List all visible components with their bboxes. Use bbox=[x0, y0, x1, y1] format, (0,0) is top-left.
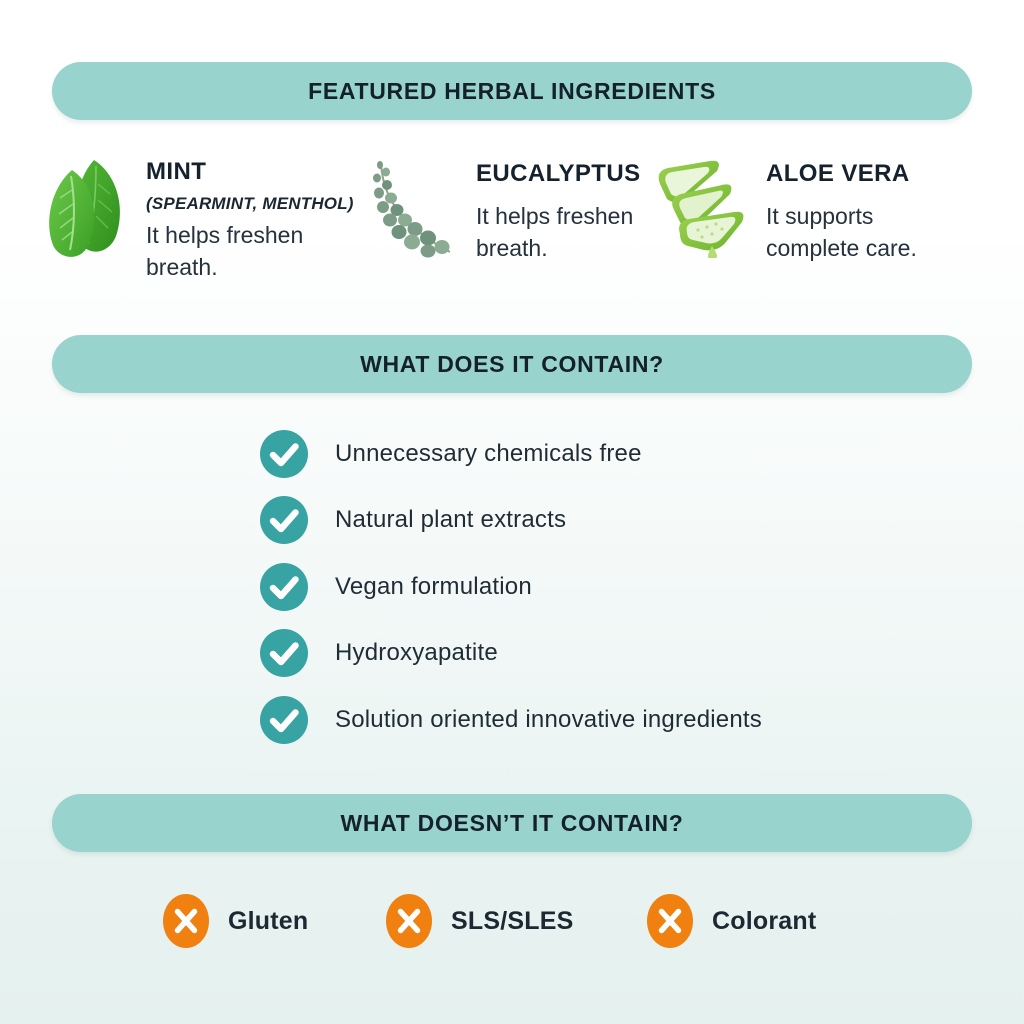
not-contains-title: WHAT DOESN’T IT CONTAIN? bbox=[340, 809, 684, 836]
not-contains-item bbox=[386, 894, 573, 948]
not-contains-item-label: Colorant bbox=[712, 906, 817, 935]
check-circle-icon bbox=[260, 563, 308, 611]
ingredient-name: EUCALYPTUS bbox=[476, 160, 641, 187]
check-circle-icon bbox=[260, 496, 308, 544]
not-contains-item bbox=[647, 894, 816, 948]
x-circle-icon bbox=[163, 894, 209, 948]
contains-title: WHAT DOES IT CONTAIN? bbox=[360, 350, 664, 377]
ingredient-mint-text bbox=[146, 156, 354, 283]
mint-leaves-icon bbox=[38, 156, 132, 262]
contains-item-label: Natural plant extracts bbox=[335, 506, 567, 533]
ingredient-eucalyptus-text bbox=[476, 158, 661, 264]
contains-item-label: Vegan formulation bbox=[335, 573, 532, 600]
ingredient-name: MINT bbox=[146, 158, 207, 185]
ingredient-description: It helps freshen breath. bbox=[146, 222, 304, 280]
ingredient-description: It helps freshen breath. bbox=[476, 203, 634, 261]
not-contains-item-label: SLS/SLES bbox=[451, 906, 574, 935]
ingredient-aloe-text bbox=[766, 158, 941, 264]
contains-item-label: Unnecessary chemicals free bbox=[335, 440, 642, 467]
check-circle-icon bbox=[260, 430, 308, 478]
ingredient-eucalyptus bbox=[368, 158, 661, 264]
contains-item-label: Hydroxyapatite bbox=[335, 639, 498, 666]
eucalyptus-sprig-icon bbox=[368, 158, 462, 258]
not-contains-item bbox=[163, 894, 308, 948]
x-circle-icon bbox=[647, 894, 693, 948]
contains-banner bbox=[52, 335, 972, 393]
contains-item bbox=[260, 496, 566, 544]
ingredient-subtitle: (SPEARMINT, MENTHOL) bbox=[146, 194, 354, 213]
x-circle-icon bbox=[386, 894, 432, 948]
not-contains-item-label: Gluten bbox=[228, 906, 309, 935]
contains-item bbox=[260, 430, 642, 478]
contains-item bbox=[260, 696, 762, 744]
check-circle-icon bbox=[260, 629, 308, 677]
contains-item bbox=[260, 629, 498, 677]
ingredient-aloe-vera bbox=[652, 158, 941, 264]
aloe-vera-icon bbox=[652, 158, 752, 258]
ingredient-description: It supports complete care. bbox=[766, 203, 917, 261]
ingredient-mint bbox=[38, 156, 354, 283]
contains-item-label: Solution oriented innovative ingredients bbox=[335, 706, 762, 733]
ingredient-name: ALOE VERA bbox=[766, 160, 910, 187]
check-circle-icon bbox=[260, 696, 308, 744]
featured-ingredients-title: FEATURED HERBAL INGREDIENTS bbox=[308, 77, 716, 104]
featured-ingredients-banner bbox=[52, 62, 972, 120]
contains-item bbox=[260, 563, 532, 611]
not-contains-banner bbox=[52, 794, 972, 852]
